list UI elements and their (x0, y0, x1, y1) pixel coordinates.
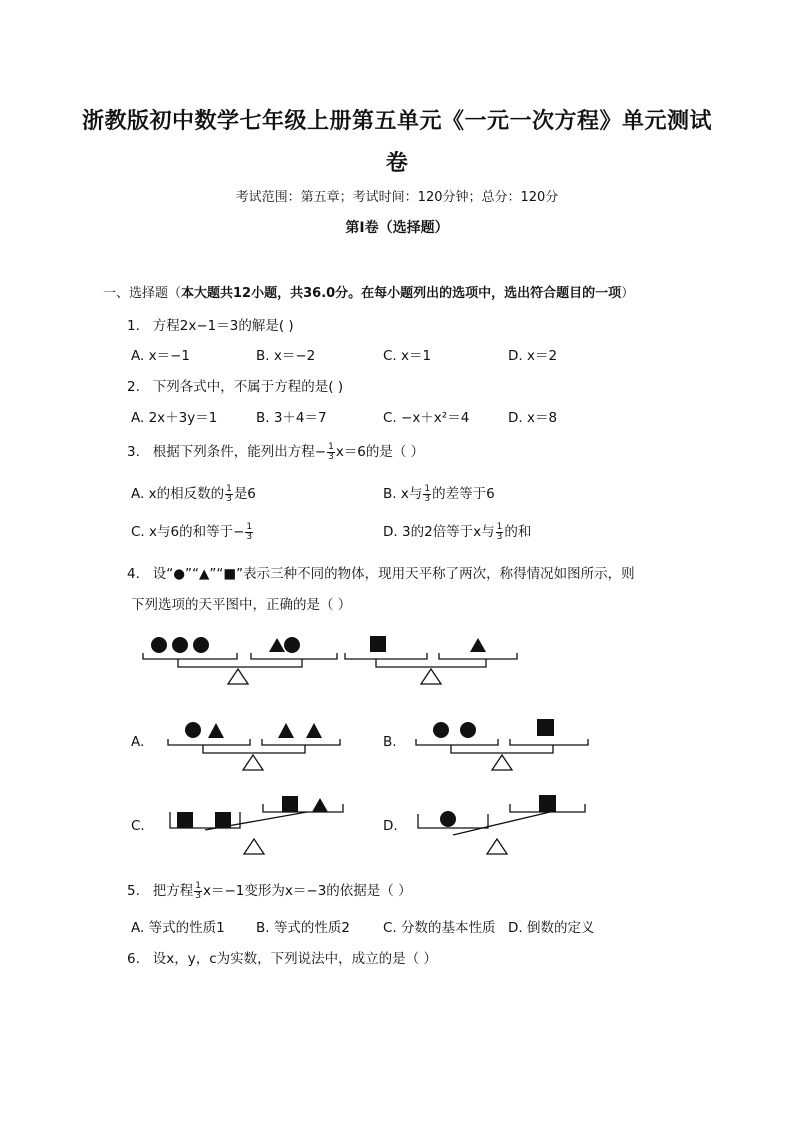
q2-stem (127, 375, 343, 395)
volume-heading: 第I卷（选择题） (345, 220, 449, 236)
q4-text-1: 设“●”“▲”“■”表示三种不同的物体，现用天平称了两次，称得情况如图所示，则 (152, 566, 635, 582)
q3-number: 3. (127, 444, 140, 460)
frac-num: 1 (226, 483, 232, 494)
q5-text-a: 把方程 (152, 883, 194, 899)
q1-stem (127, 314, 294, 334)
q4-option-b-balance[interactable] (413, 714, 593, 774)
q4-text-2: 下列选项的天平图中，正确的是（ ） (131, 597, 352, 613)
frac-num: 1 (246, 521, 253, 532)
q4-option-a-label[interactable]: A. (131, 734, 145, 750)
q3-option-c[interactable] (131, 520, 254, 542)
frac-num: 1 (195, 880, 201, 891)
q4-option-b-label[interactable]: B. (383, 734, 397, 750)
q5-number: 5. (127, 883, 140, 899)
frac-num: 1 (424, 483, 431, 494)
q5-stem (127, 879, 412, 901)
given-balance-1 (140, 628, 340, 688)
q3-option-b-fraction (423, 485, 431, 504)
q3-option-b[interactable] (383, 482, 495, 504)
q4-stem (127, 562, 635, 582)
q1-option-b[interactable]: B. x＝−2 (256, 348, 316, 364)
q1-number: 1. (127, 318, 140, 334)
q3-option-d-text: D. 3的2倍等于x与 (383, 524, 495, 540)
q4-option-d-label[interactable]: D. (383, 818, 398, 834)
q3-option-d[interactable] (383, 520, 531, 542)
q1-option-a[interactable]: A. x＝−1 (131, 348, 190, 364)
q1-text: 方程2x−1＝3的解是( ) (152, 318, 294, 334)
q3-stem (127, 440, 424, 462)
q4-option-c-balance[interactable] (165, 790, 355, 858)
q5-option-d[interactable]: D. 倒数的定义 (508, 920, 595, 936)
q4-number: 4. (127, 566, 140, 582)
q5-option-c[interactable]: C. 分数的基本性质 (383, 920, 496, 936)
q3-option-d-text-end: 的和 (504, 524, 532, 540)
q1-option-d[interactable]: D. x＝2 (508, 348, 558, 364)
frac-num: 1 (328, 441, 334, 452)
q3-option-a[interactable] (131, 482, 256, 504)
q3-option-c-text: C. x与6的和等于− (131, 524, 245, 540)
frac-den: 3 (496, 531, 503, 542)
q2-text: 下列各式中，不属于方程的是( ) (152, 379, 344, 395)
q4-option-d-balance[interactable] (413, 790, 603, 858)
q5-option-b[interactable]: B. 等式的性质2 (256, 920, 350, 936)
frac-den: 3 (195, 890, 201, 901)
frac-num: 1 (496, 521, 503, 532)
section-prefix: 一、选择题（ (103, 286, 182, 301)
q4-option-a-balance[interactable] (165, 714, 345, 774)
frac-den: 3 (328, 451, 334, 462)
frac-den: 3 (246, 531, 253, 542)
frac-den: 3 (226, 493, 232, 504)
q5-fraction (194, 882, 202, 901)
section-desc: 本大题共12小题，共36.0分。在每小题列出的选项中，选出符合题目的一项 (181, 286, 622, 301)
q5-option-a[interactable]: A. 等式的性质1 (131, 920, 225, 936)
frac-den: 3 (424, 493, 431, 504)
q2-option-b[interactable]: B. 3＋4＝7 (256, 410, 327, 426)
q3-option-d-fraction (496, 523, 504, 542)
q2-option-c[interactable]: C. −x＋x²＝4 (383, 410, 470, 426)
section-heading (103, 282, 634, 301)
exam-title: 浙教版初中数学七年级上册第五单元《一元一次方程》单元测试 (81, 108, 712, 134)
q3-option-b-text: B. x与 (383, 486, 423, 502)
q2-option-a[interactable]: A. 2x＋3y＝1 (131, 410, 218, 426)
q3-option-b-text-end: 的差等于6 (432, 486, 495, 502)
q2-number: 2. (127, 379, 140, 395)
exam-title-continued: 卷 (385, 150, 409, 176)
q4-option-c-label[interactable]: C. (131, 818, 145, 834)
q3-option-c-fraction (245, 523, 253, 542)
exam-info: 考试范围：第五章；考试时间：120分钟；总分：120分 (235, 190, 559, 205)
q5-text-b: x＝−1变形为x＝−3的依据是（ ） (203, 883, 412, 899)
q3-fraction (327, 443, 335, 462)
q3-option-a-text-end: 是6 (233, 486, 256, 502)
q3-option-a-fraction (225, 485, 233, 504)
q3-option-a-text: A. x的相反数的 (131, 486, 225, 502)
q6-stem (127, 947, 437, 967)
q3-text-b: x＝6的是（ ） (335, 444, 425, 460)
section-suffix: ） (621, 286, 635, 301)
q6-number: 6. (127, 951, 140, 967)
q1-option-c[interactable]: C. x＝1 (383, 348, 432, 364)
given-balance-2 (342, 628, 522, 688)
q3-text-a: 根据下列条件，能列出方程− (152, 444, 327, 460)
q2-option-d[interactable]: D. x＝8 (508, 410, 558, 426)
q6-text: 设x，y，c为实数，下列说法中，成立的是（ ） (152, 951, 437, 967)
